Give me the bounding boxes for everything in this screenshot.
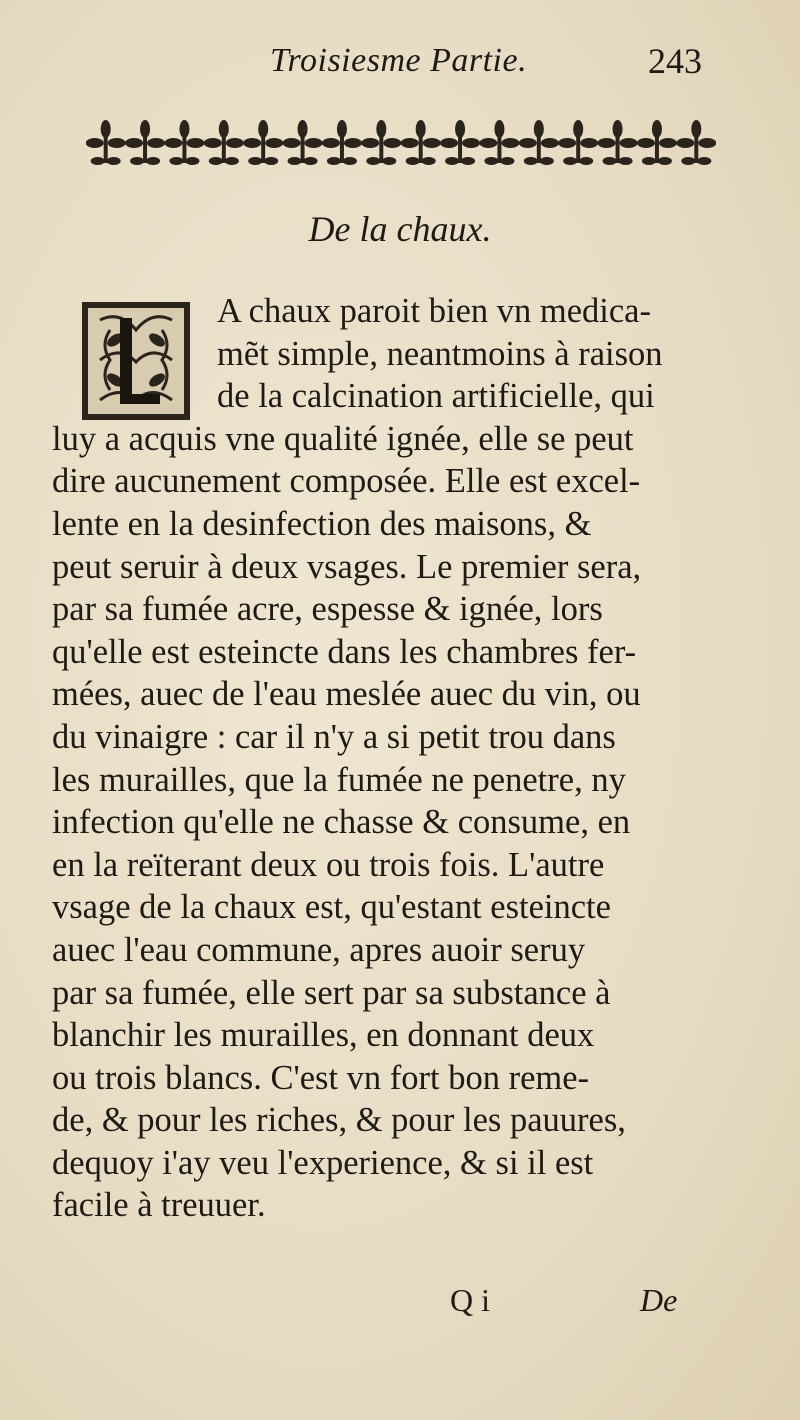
text-line: dequoy i'ay veu l'experience, & si il est xyxy=(52,1143,594,1182)
text-line: par sa fumée acre, espesse & ignée, lors xyxy=(52,590,603,629)
text-line: en la reïterant deux ou trois fois. L'autre xyxy=(52,845,605,884)
text-line: les murailles, que la fumée ne penetre, ny xyxy=(52,760,626,799)
text-line: qu'elle est esteincte dans les chambres fer- xyxy=(52,632,637,671)
text-line: peut seruir à deux vsages. Le premier sera, xyxy=(52,547,642,586)
text-line: ou trois blancs. C'est vn fort bon reme- xyxy=(52,1058,590,1097)
text-line: dire aucunement composée. Elle est excel- xyxy=(52,462,641,501)
text-line: auec l'eau commune, apres auoir seruy xyxy=(52,930,586,969)
text-line: vsage de la chaux est, qu'estant esteincte xyxy=(52,888,611,927)
fleuron-band-icon xyxy=(86,115,716,175)
text-line: lente en la desinfection des maisons, & xyxy=(52,504,592,543)
text-line: blanchir les murailles, en donnant deux xyxy=(52,1016,595,1055)
running-head xyxy=(0,38,800,88)
text-line: du vinaigre : car il n'y a si petit trou dans xyxy=(52,717,616,756)
text-line: de la calcination artificielle, qui xyxy=(217,377,655,416)
text-line: A chaux paroit bien vn medica- xyxy=(217,292,651,330)
body-text xyxy=(52,290,702,1227)
text-line: luy a acquis vne qualité ignée, elle se peut xyxy=(52,419,634,458)
chapter-heading: De la chaux. xyxy=(308,209,492,249)
text-line: infection qu'elle ne chasse & consume, en xyxy=(52,803,631,842)
catchword: De xyxy=(640,1282,678,1318)
text-line: facile à treuuer. xyxy=(52,1186,266,1225)
text-line: de, & pour les riches, & pour les pauures, xyxy=(52,1101,626,1140)
signature-mark: Q i xyxy=(450,1282,490,1318)
page-number: 243 xyxy=(648,41,702,81)
footer-line xyxy=(0,1282,800,1332)
text-line: par sa fumée, elle sert par sa substance à xyxy=(52,973,611,1012)
text-line: mées, auec de l'eau meslée auec du vin, ou xyxy=(52,675,641,714)
running-title: Troisiesme Partie. xyxy=(270,42,528,79)
text-line: mẽt simple, neantmoins à raison xyxy=(217,334,663,373)
